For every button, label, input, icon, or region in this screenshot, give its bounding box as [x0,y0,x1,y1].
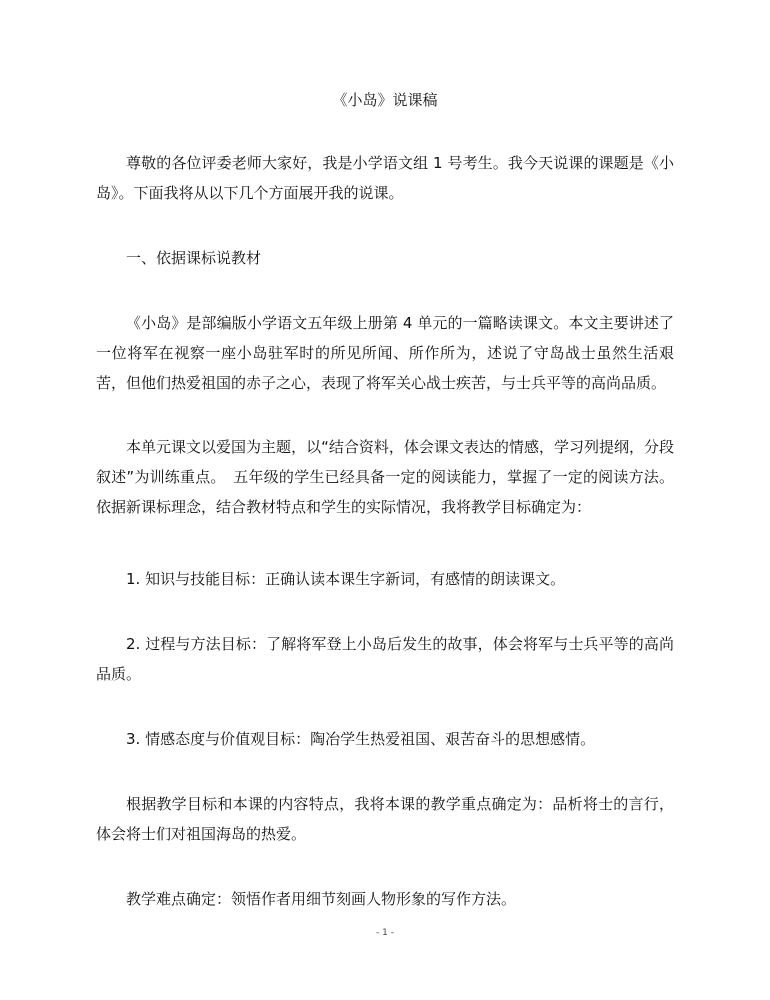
paragraph-goal-emotion: 3. 情感态度与价值观目标：陶冶学生热爱祖国、艰苦奋斗的思想感情。 [126,730,596,748]
section-heading-teaching-material: 一、依据课标说教材 [126,249,262,267]
document-title: 《小岛》说课稿 [332,91,438,109]
paragraph-text-intro: 《小岛》是部编版小学语文五年级上册第 4 单元的一篇略读课文。本文主要讲述了一位将军在视察一座小岛驻军时的所见所闻、所作所为，述说了守岛战士虽然生活艰苦，但他们热爱祖国的赤子之心，表现了将军关心战士疾苦，与士兵平等的高尚品质。 [96,314,674,392]
paragraph-greeting: 尊敬的各位评委老师大家好，我是小学语文组 1 号考生。我今天说课的课题是《小岛》。下面我将从以下几个方面展开我的说课。 [96,154,674,202]
paragraph-difficulty: 教学难点确定：领悟作者用细节刻画人物形象的写作方法。 [126,890,517,908]
page-number: - 1 - [376,928,394,938]
paragraph-goal-knowledge: 1. 知识与技能目标：正确认读本课生字新词，有感情的朗读课文。 [126,570,566,588]
paragraph-key-point: 根据教学目标和本课的内容特点，我将本课的教学重点确定为：品析将士的言行，体会将士们对祖国海岛的热爱。 [96,795,674,843]
paragraph-unit-theme: 本单元课文以爱国为主题，以“结合资料，体会课文表达的情感，学习列提纲，分段叙述”为训练重点。 五年级的学生已经具备一定的阅读能力，掌握了一定的阅读方法。依据新课标理念，结合教材特点和学生的实际情况，我将教学目标确定为： [96,438,674,516]
paragraph-goal-process: 2. 过程与方法目标：了解将军登上小岛后发生的故事，体会将军与士兵平等的高尚品质。 [96,635,674,683]
